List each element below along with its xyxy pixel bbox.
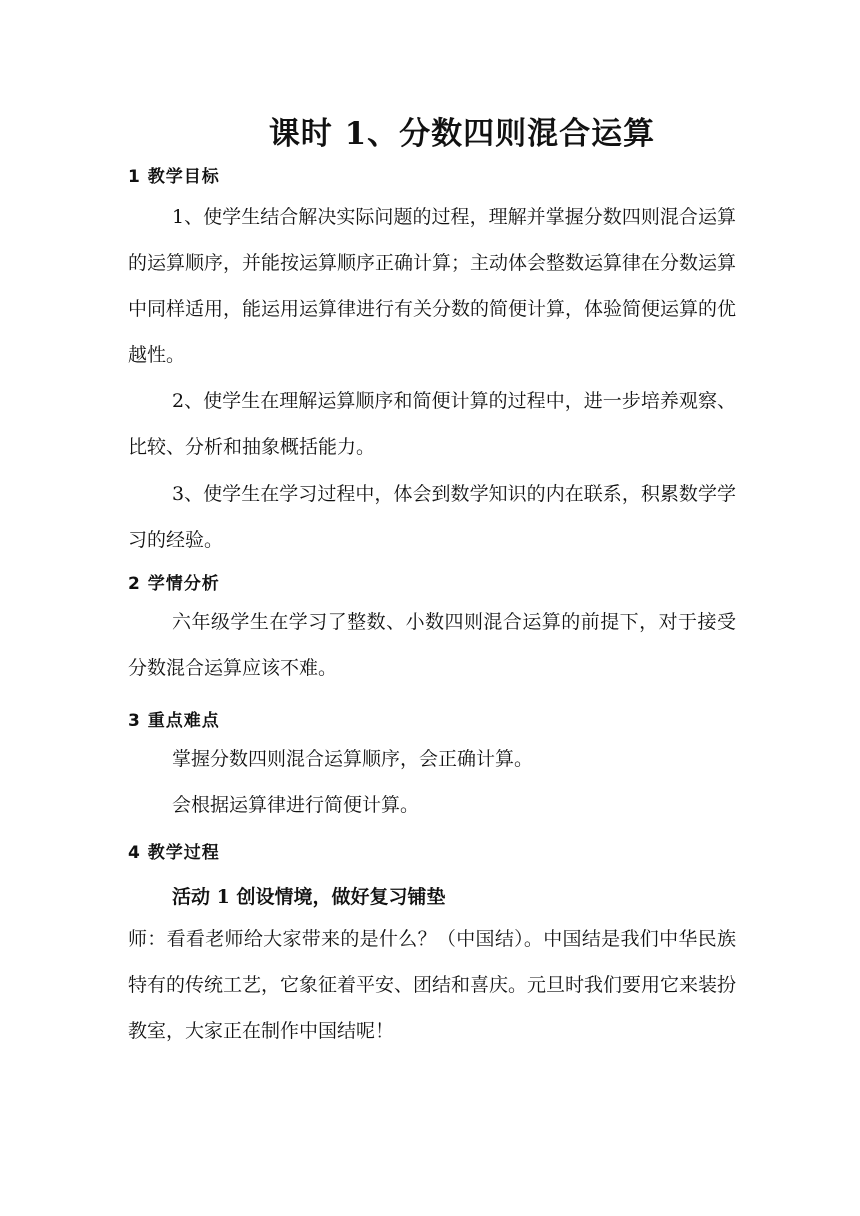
- activity-title: 活动 1 创设情境，做好复习铺垫: [172, 886, 446, 908]
- section-heading-process: 4 教学过程: [128, 843, 220, 863]
- document-title: 课时 1、分数四则混合运算: [268, 116, 656, 152]
- keypoint-item-2: 会根据运算律进行简便计算。: [172, 794, 420, 816]
- section-heading-goals: 1 教学目标: [128, 167, 220, 187]
- goal-item-3: 3、使学生在学习过程中，体会到数学知识的内在联系，积累数学学习的经验。: [128, 483, 736, 551]
- section-heading-keypoints: 3 重点难点: [128, 711, 220, 731]
- process-text: 师：看看老师给大家带来的是什么？（中国结）。中国结是我们中华民族特有的传统工艺，它象征着平安、团结和喜庆。元旦时我们要用它来装扮教室，大家正在制作中国结呢！: [128, 928, 737, 1042]
- section-heading-analysis: 2 学情分析: [128, 574, 220, 594]
- goal-item-2: 2、使学生在理解运算顺序和简便计算的过程中，进一步培养观察、比较、分析和抽象概括能力。: [128, 390, 736, 458]
- analysis-text: 六年级学生在学习了整数、小数四则混合运算的前提下，对于接受分数混合运算应该不难。: [128, 611, 736, 679]
- goal-item-1: 1、使学生结合解决实际问题的过程，理解并掌握分数四则混合运算的运算顺序，并能按运算顺序正确计算；主动体会整数运算律在分数运算中同样适用，能运用运算律进行有关分数的简便计算，体验简便运算的优越性。: [128, 206, 737, 366]
- keypoint-item-1: 掌握分数四则混合运算顺序，会正确计算。: [172, 748, 534, 770]
